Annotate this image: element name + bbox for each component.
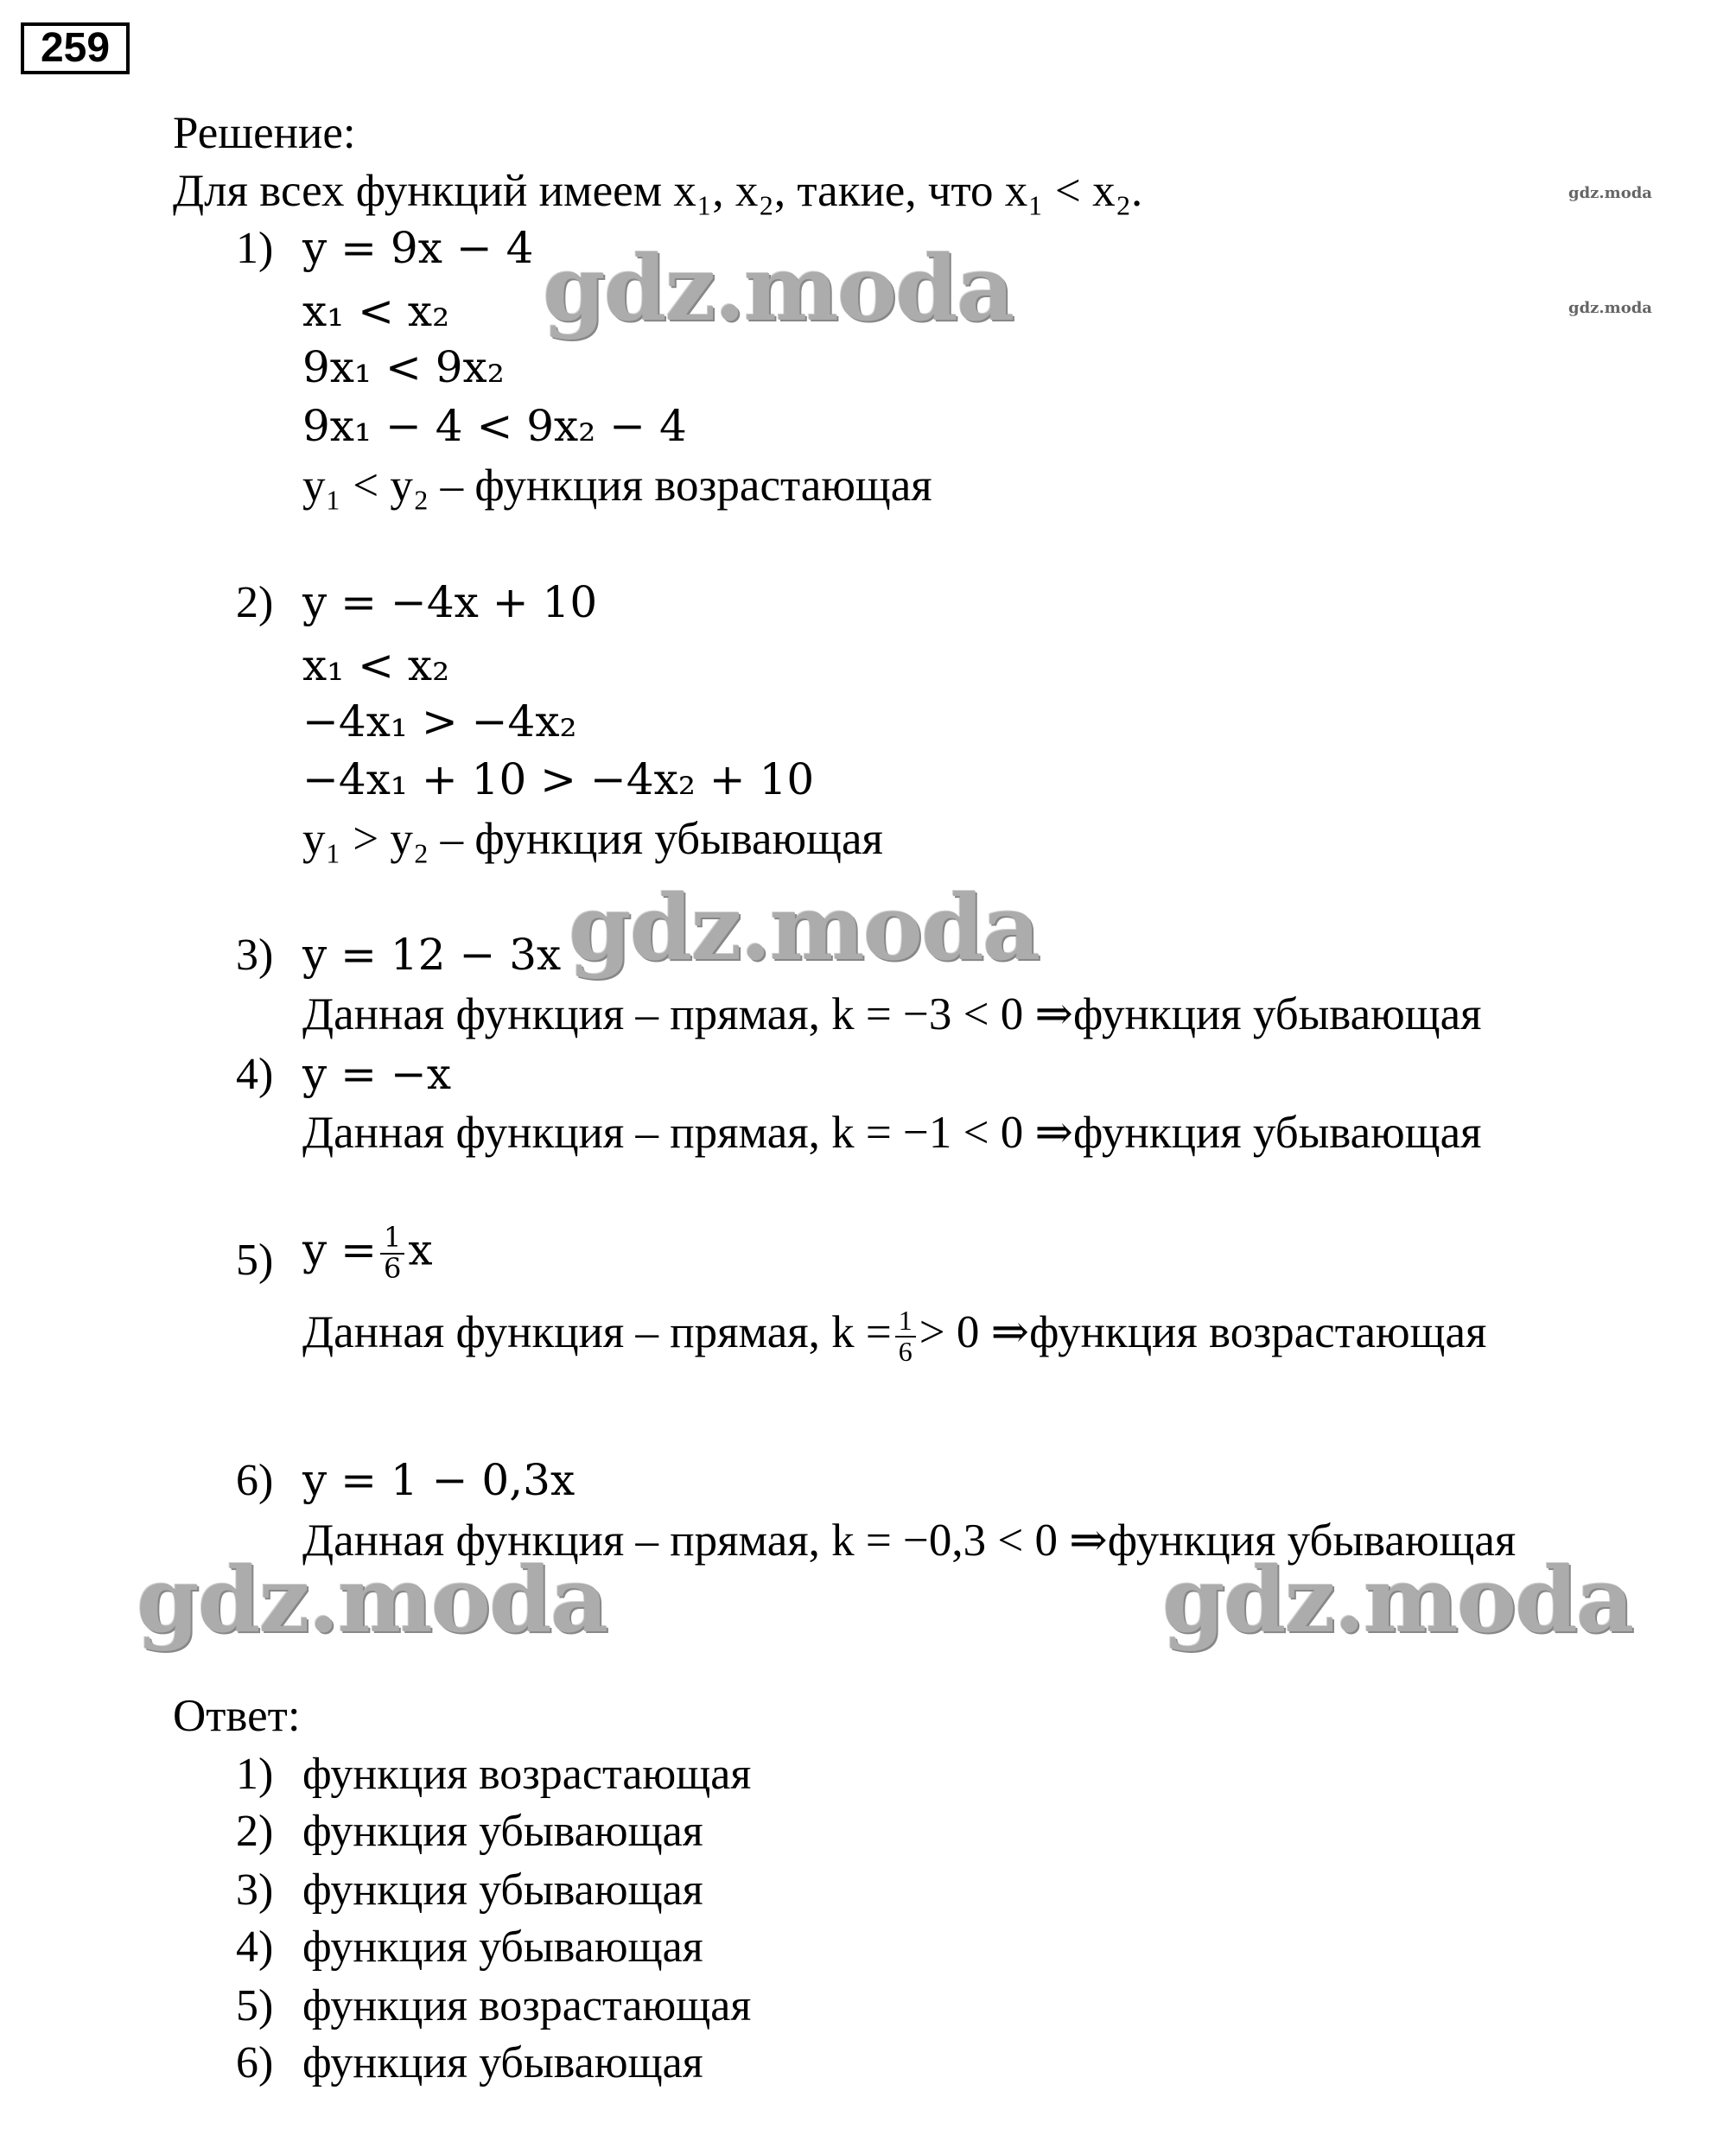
item-2-number: 2): [236, 578, 274, 627]
item-5-function: [302, 1223, 433, 1283]
item-1-step: 9x₁ < 9x₂: [302, 342, 505, 392]
item-6-function: y = 1 − 0,3x: [302, 1455, 575, 1505]
item-1-step: 9x₁ − 4 < 9x₂ − 4: [302, 401, 687, 451]
watermark: gdz.moda: [569, 874, 1040, 981]
item-2-step: y₁ > y₂ – функция убывающая: [302, 814, 883, 864]
item-3-function: y = 12 − 3x: [302, 930, 562, 980]
fraction-denominator: 6: [384, 1251, 402, 1285]
item-5-conclusion-prefix: Данная функция – прямая, k =: [302, 1306, 892, 1357]
task-number-box: 259: [21, 22, 130, 74]
answer-1-text: функция возрастающая: [302, 1750, 752, 1799]
item-5-function-prefix: y =: [302, 1224, 378, 1275]
item-2-step: x₁ < x₂: [302, 640, 450, 690]
answer-header: Ответ:: [173, 1691, 301, 1741]
item-4-conclusion: Данная функция – прямая, k = −1 < 0 ⇒функция убывающая: [302, 1108, 1482, 1158]
answer-1-number: 1): [236, 1750, 274, 1799]
item-4-number: 4): [236, 1050, 274, 1099]
answer-2-text: функция убывающая: [302, 1807, 703, 1856]
item-4-function: y = −x: [302, 1049, 452, 1099]
item-5-conclusion-fraction: [895, 1306, 916, 1366]
watermark-small: gdz.moda: [1568, 299, 1652, 317]
item-5-conclusion-suffix: > 0 ⇒функция возрастающая: [919, 1306, 1487, 1357]
answer-6-text: функция убывающая: [302, 2038, 703, 2087]
answer-5-number: 5): [236, 1981, 274, 2030]
item-2-step: −4x₁ > −4x₂: [302, 696, 577, 747]
answer-2-number: 2): [236, 1807, 274, 1856]
item-1-number: 1): [236, 224, 274, 273]
intro-text: Для всех функций имеем x₁, x₂, такие, что x₁ < x₂.: [173, 166, 1143, 216]
answer-4-text: функция убывающая: [302, 1922, 703, 1972]
solution-header: Решение:: [173, 108, 356, 158]
item-1-function: y = 9x − 4: [302, 223, 534, 273]
fraction-numerator: 1: [380, 1223, 404, 1255]
answer-3-text: функция убывающая: [302, 1865, 703, 1915]
watermark: gdz.moda: [1162, 1547, 1633, 1653]
item-1-step: y₁ < y₂ – функция возрастающая: [302, 461, 932, 511]
watermark-small: gdz.moda: [1568, 184, 1652, 202]
item-6-number: 6): [236, 1456, 274, 1505]
fraction-numerator: 1: [895, 1306, 916, 1338]
fraction-denominator: 6: [898, 1335, 913, 1367]
watermark: gdz.moda: [543, 235, 1014, 341]
answer-5-text: функция возрастающая: [302, 1981, 752, 2030]
item-5-number: 5): [236, 1236, 274, 1285]
item-5-function-fraction: [380, 1223, 404, 1283]
item-5-conclusion: [302, 1306, 1486, 1366]
item-3-number: 3): [236, 931, 274, 980]
answer-3-number: 3): [236, 1865, 274, 1915]
item-1-step: x₁ < x₂: [302, 286, 450, 336]
item-3-conclusion: Данная функция – прямая, k = −3 < 0 ⇒функция убывающая: [302, 989, 1482, 1039]
item-5-function-suffix: x: [408, 1224, 433, 1275]
item-2-step: −4x₁ + 10 > −4x₂ + 10: [302, 754, 815, 804]
item-2-function: y = −4x + 10: [302, 577, 598, 627]
item-6-conclusion: Данная функция – прямая, k = −0,3 < 0 ⇒функция убывающая: [302, 1515, 1517, 1566]
answer-4-number: 4): [236, 1922, 274, 1972]
answer-6-number: 6): [236, 2038, 274, 2087]
watermark: gdz.moda: [137, 1547, 607, 1653]
